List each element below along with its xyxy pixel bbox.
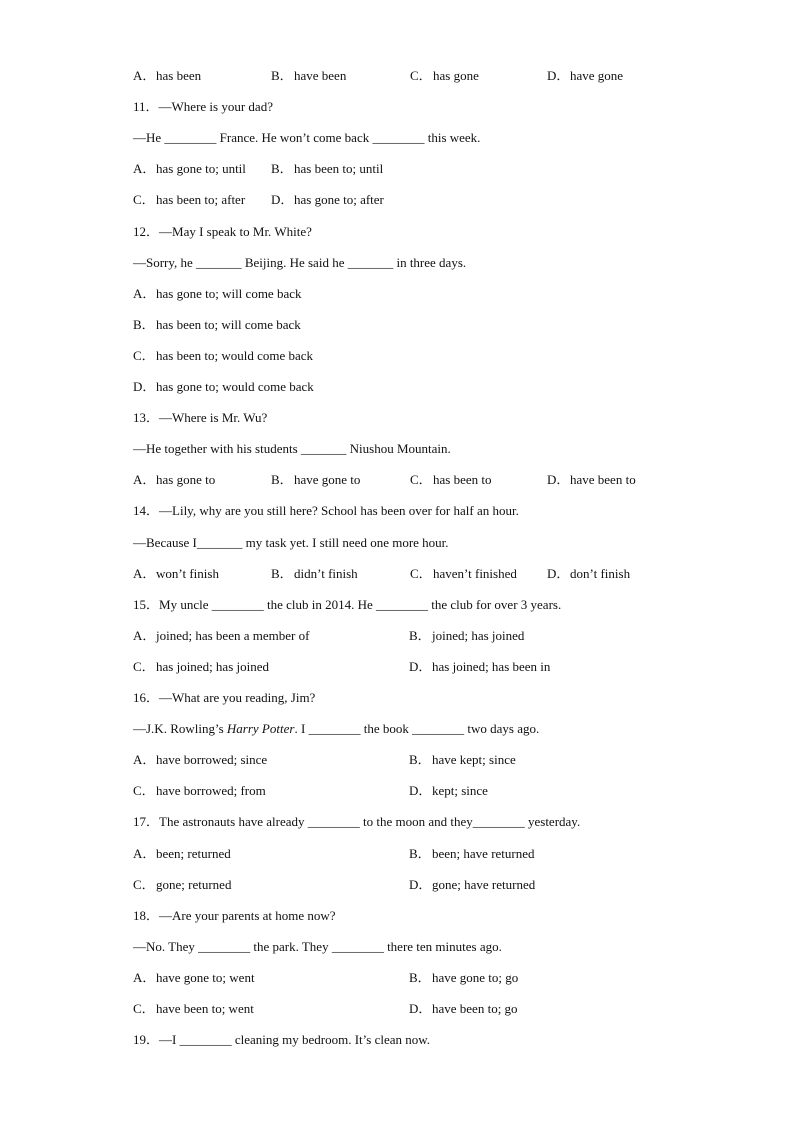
option-a[interactable]: [133, 844, 231, 864]
question-number: 19．: [133, 1032, 160, 1048]
option-c[interactable]: [133, 657, 269, 677]
option-a[interactable]: [133, 750, 267, 770]
option-d[interactable]: [133, 377, 314, 397]
option-text: has gone to; until: [156, 161, 246, 177]
question-number: 16．: [133, 690, 160, 705]
option-letter: D．: [133, 379, 156, 394]
option-text: have been to: [570, 472, 636, 488]
option-text: didn’t finish: [294, 565, 358, 581]
option-letter: D．: [409, 1001, 432, 1016]
option-b[interactable]: [271, 66, 346, 86]
dialogue-line: [133, 533, 449, 553]
option-text: have borrowed; since: [156, 752, 268, 768]
option-c[interactable]: [410, 564, 517, 584]
option-c[interactable]: [133, 781, 266, 801]
option-c[interactable]: [410, 470, 491, 490]
dialogue-line: [133, 439, 451, 459]
option-a[interactable]: [133, 159, 246, 179]
option-letter: C．: [410, 565, 432, 581]
option-letter: A．: [133, 627, 156, 643]
option-letter: C．: [133, 783, 155, 799]
option-letter: D．: [409, 876, 432, 892]
option-text: have gone: [570, 68, 624, 83]
option-letter: C．: [410, 68, 432, 83]
question-number: 14．: [133, 503, 160, 519]
book-title: Harry Potter: [226, 721, 295, 737]
option-letter: A．: [133, 285, 156, 301]
option-text: has been to; after: [156, 192, 246, 208]
question-stem: [133, 906, 336, 926]
question-number: 18．: [133, 907, 160, 923]
option-a[interactable]: [133, 284, 302, 304]
option-c[interactable]: [410, 66, 479, 86]
option-d[interactable]: [547, 66, 623, 86]
question-text: My uncle ________ the club in 2014. He ________ the club for over 3 years.: [159, 596, 562, 612]
option-letter: B．: [271, 565, 293, 581]
option-a[interactable]: [133, 470, 215, 490]
dialogue-text: —He together with his students _______ Niushou Mountain.: [133, 441, 451, 457]
option-letter: B．: [409, 627, 431, 643]
option-letter: D．: [547, 472, 570, 488]
option-text: have kept; since: [432, 752, 516, 768]
option-text: don’t finish: [570, 565, 631, 581]
dialogue-text: —He ________ France. He won’t come back ________ this week.: [133, 130, 481, 146]
option-text: have borrowed; from: [156, 783, 266, 799]
question-number: 15．: [133, 596, 160, 612]
option-d[interactable]: [547, 564, 630, 584]
option-c[interactable]: [133, 346, 313, 366]
option-d[interactable]: [271, 190, 384, 210]
question-number: 13．: [133, 410, 160, 426]
question-number: 12．: [133, 223, 160, 239]
option-b[interactable]: [271, 159, 383, 179]
option-a[interactable]: [133, 564, 219, 584]
question-stem: [133, 222, 312, 242]
dialogue-line: [133, 719, 539, 739]
option-text: won’t finish: [156, 565, 219, 581]
question-number: 17．: [133, 814, 160, 830]
option-text: have been to; went: [156, 1001, 254, 1016]
option-text: has joined; has joined: [156, 658, 270, 674]
option-b[interactable]: [409, 968, 518, 988]
option-d[interactable]: [409, 657, 550, 677]
question-text: —Are your parents at home now?: [159, 907, 336, 923]
option-letter: D．: [547, 565, 570, 581]
option-text: has gone to; after: [294, 192, 384, 208]
option-b[interactable]: [271, 470, 360, 490]
option-b[interactable]: [409, 626, 524, 646]
option-c[interactable]: [133, 999, 254, 1019]
option-c[interactable]: [133, 875, 231, 895]
question-number: 11．: [133, 99, 159, 115]
option-letter: A．: [133, 565, 156, 581]
option-letter: D．: [409, 783, 432, 799]
option-letter: B．: [271, 472, 293, 488]
option-b[interactable]: [271, 564, 358, 584]
option-text: has been to; would come back: [156, 347, 314, 363]
option-letter: C．: [133, 347, 155, 363]
option-d[interactable]: [409, 999, 518, 1019]
option-text: haven’t finished: [433, 565, 517, 581]
question-stem: [133, 688, 315, 708]
option-letter: C．: [133, 1001, 155, 1016]
question-text: —I ________ cleaning my bedroom. It’s clean now.: [159, 1032, 431, 1048]
option-text: has been to; will come back: [156, 316, 301, 332]
option-text: has been to; until: [294, 161, 384, 177]
option-text: been; have returned: [432, 845, 535, 861]
option-letter: C．: [410, 472, 432, 488]
dialogue-line: [133, 253, 466, 273]
question-text: —Lily, why are you still here? School has been over for half an hour.: [159, 503, 519, 519]
option-b[interactable]: [409, 750, 516, 770]
option-text: have been: [294, 68, 347, 83]
question-text: —What are you reading, Jim?: [159, 690, 316, 705]
question-stem: [133, 812, 580, 832]
question-text: —May I speak to Mr. White?: [159, 223, 312, 239]
option-text: been; returned: [156, 845, 231, 861]
option-a[interactable]: [133, 968, 255, 988]
dialogue-line: [133, 128, 480, 148]
dialogue-line: [133, 937, 502, 957]
option-letter: B．: [133, 316, 155, 332]
option-c[interactable]: [133, 190, 245, 210]
option-text: gone; have returned: [432, 876, 536, 892]
option-letter: A．: [133, 969, 156, 985]
option-d[interactable]: [547, 470, 636, 490]
option-letter: B．: [271, 161, 293, 177]
option-text: has joined; has been in: [432, 658, 551, 674]
option-letter: D．: [271, 192, 294, 208]
option-b[interactable]: [133, 315, 301, 335]
question-stem: [133, 1030, 430, 1050]
option-letter: C．: [133, 192, 155, 208]
dialogue-text: —J.K. Rowling’s: [133, 721, 227, 737]
option-b[interactable]: [409, 844, 535, 864]
option-letter: B．: [409, 752, 431, 768]
option-letter: C．: [133, 658, 155, 674]
option-text: has gone to; will come back: [156, 285, 302, 301]
option-d[interactable]: [409, 875, 535, 895]
option-letter: D．: [409, 658, 432, 674]
option-letter: A．: [133, 845, 156, 861]
option-text: have gone to; went: [156, 969, 255, 985]
option-letter: D．: [547, 68, 570, 83]
option-a[interactable]: [133, 66, 201, 86]
option-letter: B．: [409, 845, 431, 861]
option-text: has gone to: [156, 472, 216, 488]
option-text: has gone: [433, 68, 479, 83]
question-text: —Where is your dad?: [158, 99, 273, 115]
option-text: joined; has joined: [432, 627, 525, 643]
option-letter: B．: [271, 68, 293, 83]
option-text: have been to; go: [432, 1001, 518, 1016]
option-text: kept; since: [432, 783, 488, 799]
option-text: gone; returned: [156, 876, 232, 892]
question-text: —Where is Mr. Wu?: [159, 410, 268, 426]
question-stem: [133, 501, 519, 521]
option-a[interactable]: [133, 626, 309, 646]
question-text: The astronauts have already ________ to the moon and they________ yesterday.: [159, 814, 581, 830]
question-stem: [133, 408, 267, 428]
option-text: have gone to; go: [432, 969, 519, 985]
option-text: has been: [156, 68, 202, 83]
option-text: have gone to: [294, 472, 361, 488]
option-letter: A．: [133, 752, 156, 768]
option-letter: B．: [409, 969, 431, 985]
option-letter: C．: [133, 876, 155, 892]
option-letter: A．: [133, 472, 156, 488]
question-stem: [133, 97, 273, 117]
option-text: has been to: [433, 472, 492, 488]
dialogue-text: . I ________ the book ________ two days ago.: [294, 721, 540, 737]
option-text: has gone to; would come back: [156, 379, 314, 394]
option-d[interactable]: [409, 781, 488, 801]
option-letter: A．: [133, 68, 156, 83]
option-text: joined; has been a member of: [156, 627, 310, 643]
option-letter: A．: [133, 161, 156, 177]
dialogue-text: —Sorry, he _______ Beijing. He said he _______ in three days.: [133, 254, 467, 270]
dialogue-text: —No. They ________ the park. They ________ there ten minutes ago.: [133, 938, 502, 954]
question-stem: [133, 595, 561, 615]
dialogue-text: —Because I_______ my task yet. I still need one more hour.: [133, 534, 449, 550]
